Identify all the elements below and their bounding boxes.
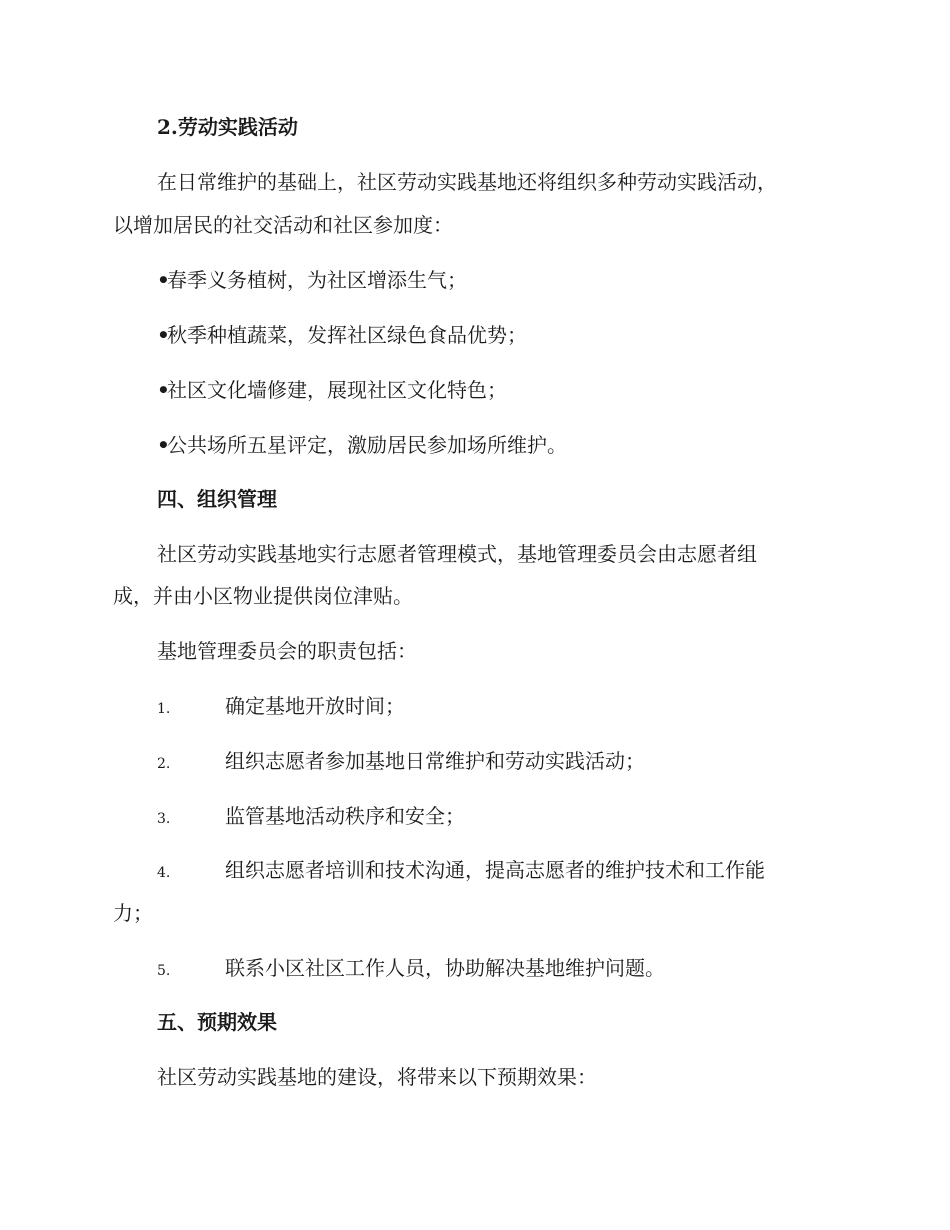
section-heading-effects: 五、预期效果: [157, 1010, 277, 1034]
bullet-text: 公共场所五星评定，激励居民参加场所维护。: [167, 433, 567, 457]
paragraph-line: 以增加居民的社交活动和社区参加度：: [113, 213, 453, 237]
paragraph-line: 成，并由小区物业提供岗位津贴。: [113, 584, 413, 608]
bullet-item: [157, 266, 850, 294]
section-heading-activities: 2.劳动实践活动: [157, 115, 298, 139]
bullet-marker: •: [157, 323, 170, 347]
paragraph-line: 在日常维护的基础上，社区劳动实践基地还将组织多种劳动实践活动，: [157, 170, 777, 194]
numbered-item: [157, 802, 850, 833]
item-text: 监管基地活动秩序和安全；: [225, 804, 465, 828]
bullet-marker: •: [157, 378, 170, 402]
item-number: 2.: [157, 756, 171, 772]
paragraph-line: 社区劳动实践基地的建设，将带来以下预期效果：: [157, 1065, 597, 1089]
bullet-item: [157, 431, 850, 459]
numbered-item: [157, 692, 850, 723]
item-text: 联系小区社区工作人员，协助解决基地维护问题。: [225, 956, 665, 980]
bullet-item: [157, 321, 850, 349]
paragraph-line: 基地管理委员会的职责包括：: [157, 639, 417, 663]
item-number: 4.: [157, 865, 171, 881]
item-number: 5.: [157, 963, 171, 979]
numbered-item: [157, 954, 850, 985]
item-number: 3.: [157, 811, 171, 827]
paragraph-line: 社区劳动实践基地实行志愿者管理模式，基地管理委员会由志愿者组: [157, 542, 757, 566]
bullet-text: 秋季种植蔬菜，发挥社区绿色食品优势；: [167, 323, 527, 347]
section-heading-organization: 四、组织管理: [157, 487, 277, 511]
bullet-item: [157, 376, 850, 404]
bullet-marker: •: [157, 433, 170, 457]
numbered-item: [157, 856, 850, 887]
bullet-text: 春季义务植树，为社区增添生气；: [167, 268, 467, 292]
item-text: 确定基地开放时间；: [225, 694, 405, 718]
item-text: 组织志愿者参加基地日常维护和劳动实践活动；: [225, 749, 645, 773]
numbered-item: [157, 747, 850, 778]
item-number: 1.: [157, 701, 171, 717]
bullet-text: 社区文化墙修建，展现社区文化特色；: [167, 378, 507, 402]
numbered-item-continuation: 力；: [113, 901, 153, 925]
bullet-marker: •: [157, 268, 170, 292]
item-text: 组织志愿者培训和技术沟通，提高志愿者的维护技术和工作能: [225, 858, 765, 882]
